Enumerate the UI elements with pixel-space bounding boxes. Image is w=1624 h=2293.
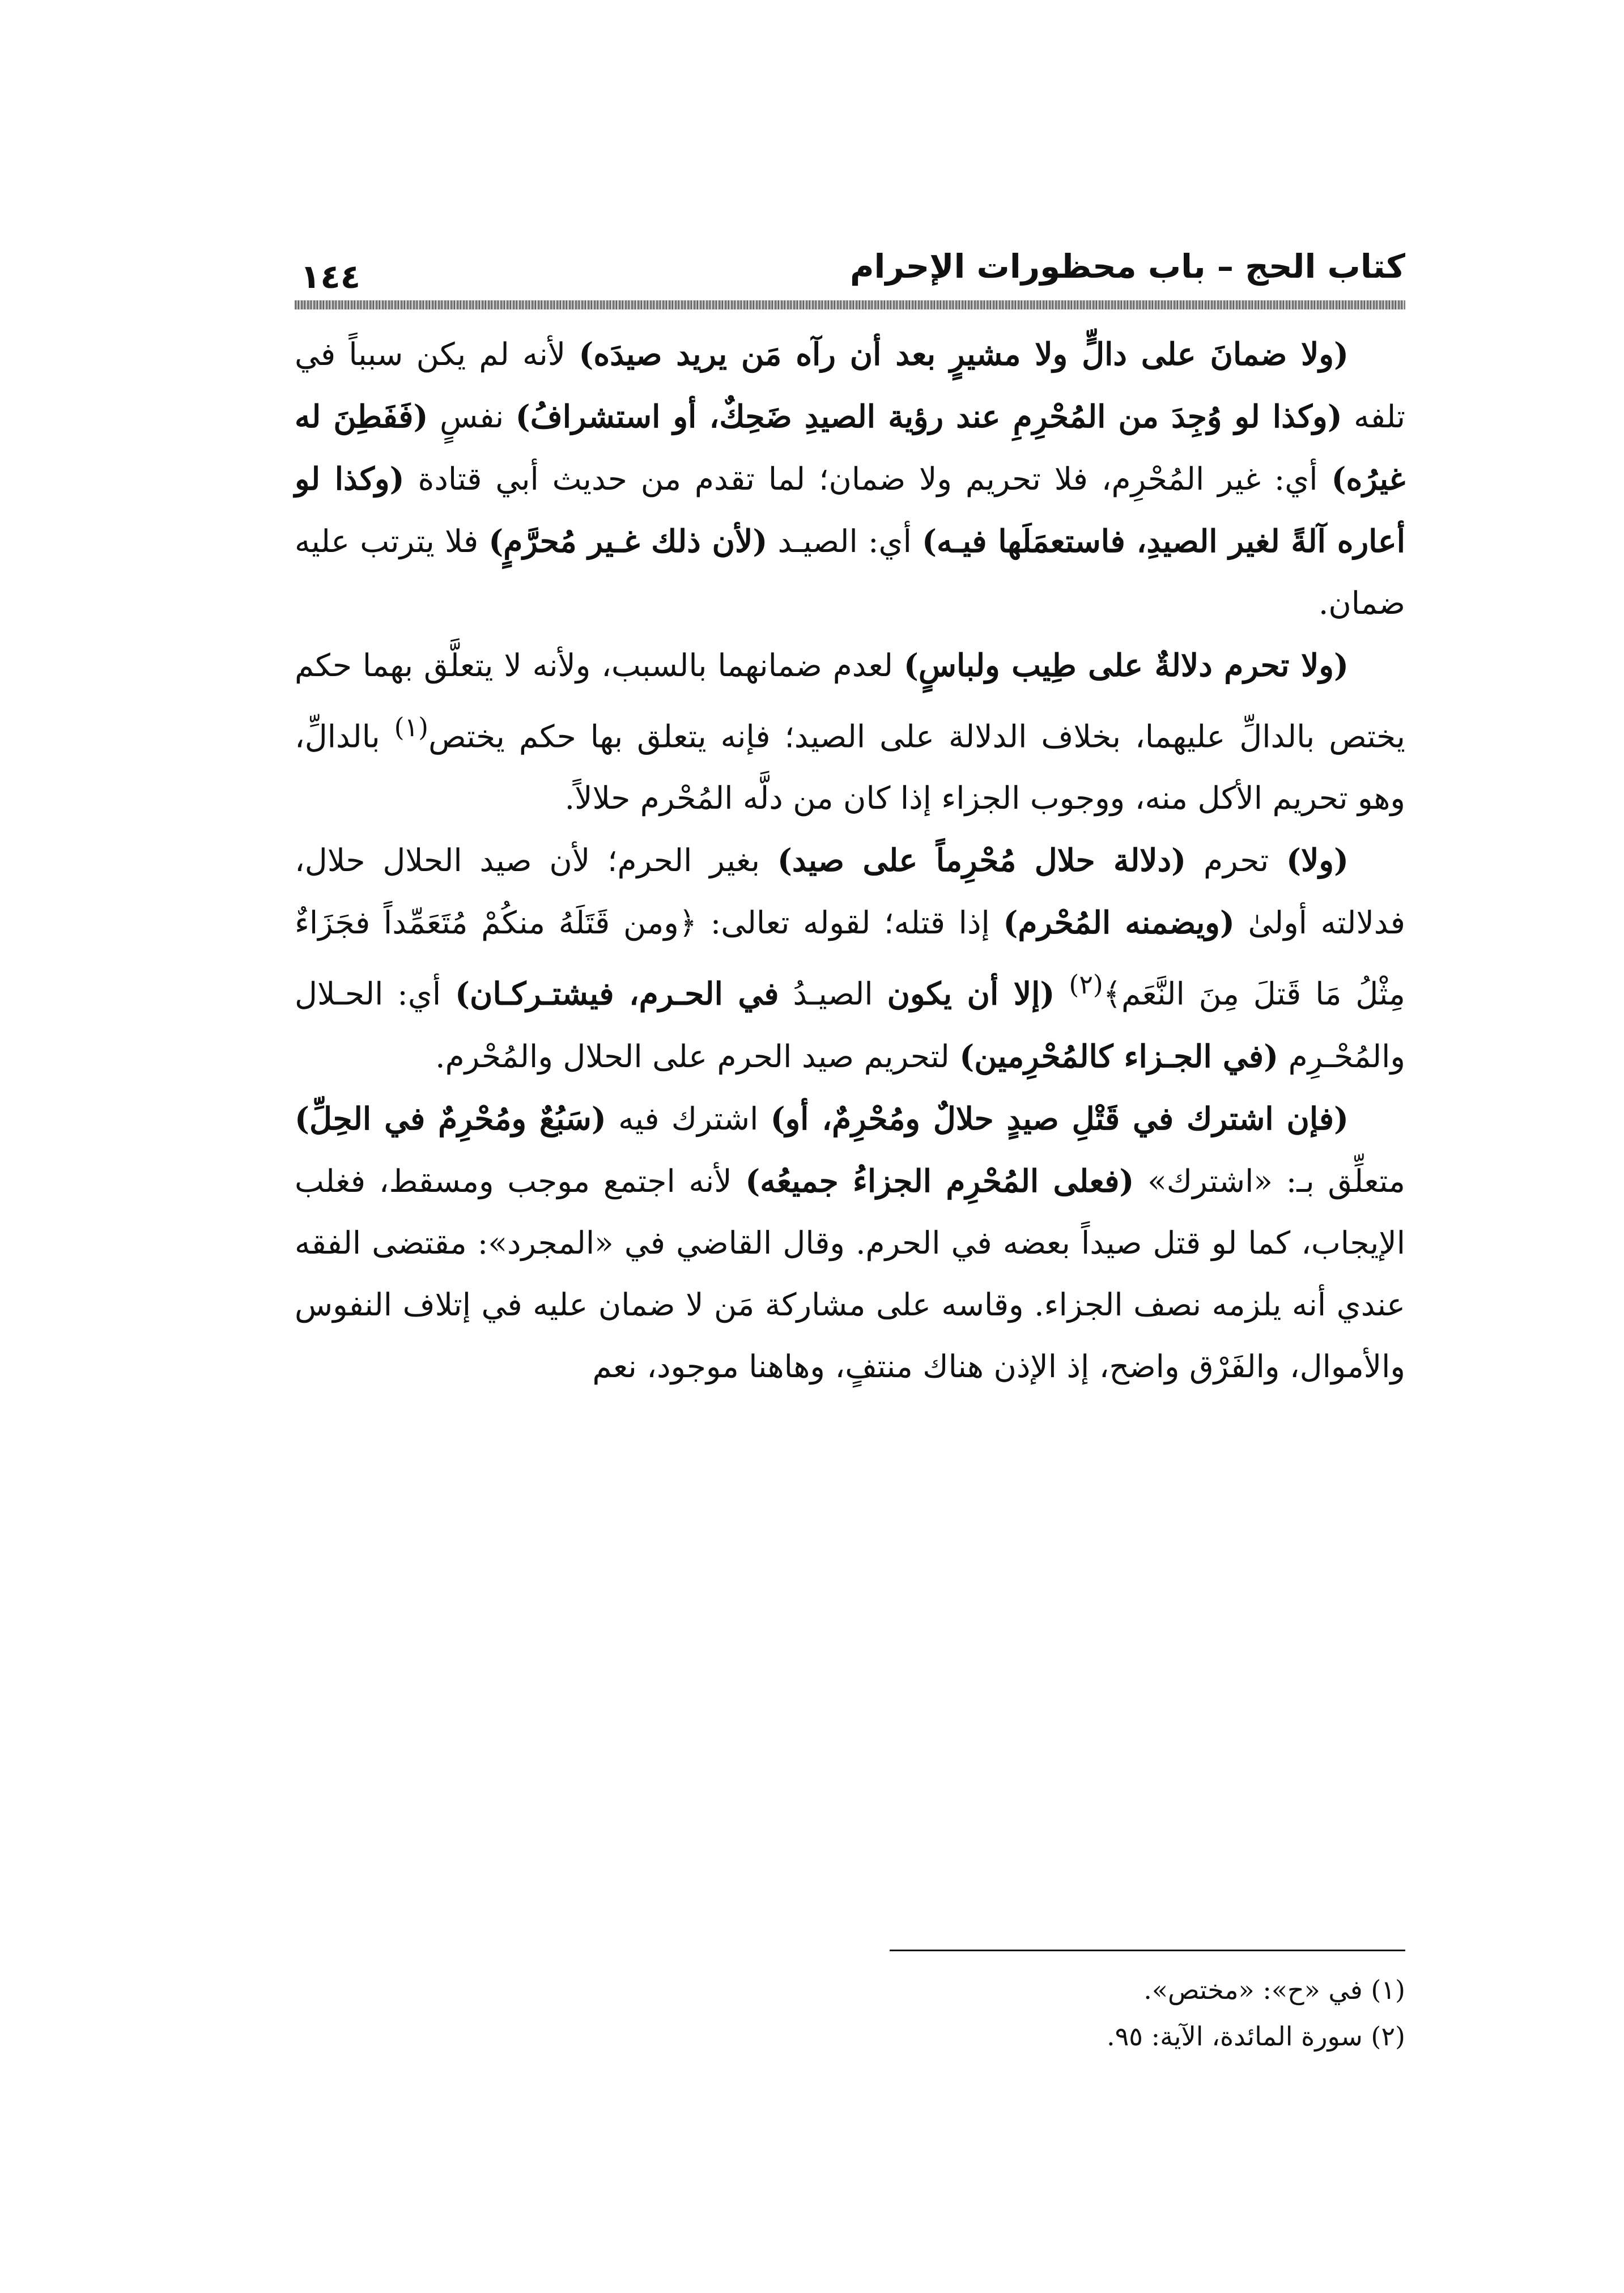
- page-header: [295, 244, 1405, 312]
- footnote-1: (١) في «ح»: «مختص».: [1143, 1974, 1405, 2005]
- paragraph-4: [295, 1088, 1405, 1398]
- text-span: أي: الصيـد: [767, 523, 922, 559]
- text-span: الصيـدُ: [779, 975, 887, 1012]
- text-span: نفسٍ: [428, 398, 516, 435]
- footnotes: [295, 1967, 1405, 2060]
- text-span: اشترك فيه: [606, 1100, 771, 1137]
- page-number: ١٤٤: [300, 257, 361, 296]
- bold-span: (إلا أن يكون: [887, 975, 1055, 1012]
- footnote-divider: [890, 1950, 1405, 1951]
- text-span: [1055, 976, 1069, 1012]
- bold-span: (فَفَطِنَ له غيرُه): [295, 398, 1405, 497]
- bold-span: (وكذا لو أعاره آلةً لغير الصيدِ، فاستعمَلَها فيـه): [295, 460, 1406, 559]
- text-span: أي: غير المُحْرِم، فلا تحريم ولا ضمان؛ لما تقدم من حديث أبي قتادة: [404, 461, 1332, 497]
- header-divider: [295, 300, 1405, 309]
- bold-span: في الحـرم، فيشتـركـان): [455, 975, 779, 1012]
- text-span: بالدالِّ، وهو تحريم الأكل منه، ووجوب الجزاء إذا كان من دلَّه المُحْرم حلالاً.: [295, 718, 1405, 817]
- text-span: إذا قتله؛ لقوله تعالى: ﴿ومن قَتَلَهُ منكُمْ مُتَعَمِّداً فجَزَاءٌ مِثْلُ مَا قَتلَ مِنَ النَّعَم﴾: [295, 905, 1405, 1012]
- bold-span: (ولا): [1286, 842, 1349, 879]
- text-span: لتحريم صيد الحرم على الحلال والمُحْرم.: [435, 1038, 960, 1075]
- text-span: لعدم ضمانهما بالسبب، ولأنه لا يتعلَّق بهما حكم يختص بالدالِّ عليهما، بخلاف الدلالة على الصيد؛ فإنه يتعلق بها حكم يختص: [295, 647, 1405, 755]
- bold-span: (وكذا لو وُجِدَ من المُحْرِمِ عند رؤية الصيدِ ضَحِكٌ، أو استشرافُ): [515, 398, 1342, 435]
- paragraph-1: [295, 323, 1405, 634]
- bold-span: (في الجـزاء كالمُحْرِمين): [959, 1037, 1279, 1075]
- bold-span: (ويضمنه المُحْرم): [1003, 904, 1235, 941]
- running-title: كتاب الحج – باب محظورات الإحرام: [850, 247, 1405, 286]
- text-span: لأنه اجتمع موجب ومسقط، فغلب الإيجاب، كما لو قتل صيداً بعضه في الحرم. وقال القاضي في «المجرد»: مقتضى الفقه عندي أنه يلزمه نصف الجزاء. وقاسه على مشاركة مَن لا ضمان عليه في إتلاف النفوس والأموال، والفَرْق واضح، إذ الإذن هناك منتفٍ، وهاهنا موجود، نعم: [295, 1162, 1405, 1385]
- text-span: متعلِّق بـ: «اشترك»: [1134, 1162, 1406, 1199]
- paragraph-2: [295, 634, 1405, 829]
- text-span: فلا يترتب عليه ضمان.: [295, 523, 1405, 621]
- bold-span: (دلالة حلال مُحْرِماً على صيد): [777, 842, 1187, 879]
- text-span: بغير الحرم؛ لأن صيد الحلال حلال، فدلالته أولىٰ: [295, 842, 1405, 941]
- bold-span: (فعلى المُحْرِم الجزاءُ جميعُه): [745, 1162, 1134, 1199]
- main-text: [295, 323, 1405, 1398]
- text-span: لأنه لم يكن سبباً في تلفه: [295, 336, 1406, 435]
- bold-span: (فإن اشترك في قَتْلِ صيدٍ حلالٌ ومُحْرِمٌ، أو): [770, 1099, 1349, 1137]
- bold-span: (ولا ضمانَ على دالٍّ ولا مشيرٍ بعد أن رآه مَن يريد صيدَه): [579, 336, 1349, 372]
- footnote-ref-1: (١): [394, 712, 429, 742]
- text-span: تحرم: [1186, 842, 1287, 879]
- paragraph-3: [295, 829, 1405, 1087]
- bold-span: (سَبُعٌ ومُحْرِمٌ في الحِلِّ): [295, 1099, 606, 1137]
- footnote-2: (٢) سورة المائدة، الآية: ٩٥.: [1106, 2021, 1405, 2052]
- bold-span: (لأن ذلك غـير مُحرَّمٍ): [488, 523, 768, 559]
- bold-span: (ولا تحرم دلالةٌ على طِيب ولباسٍ): [903, 647, 1349, 683]
- text-span: أي: الحـلال والمُحْـرِم: [295, 975, 1405, 1075]
- footnote-ref-2: (٢): [1069, 969, 1103, 1000]
